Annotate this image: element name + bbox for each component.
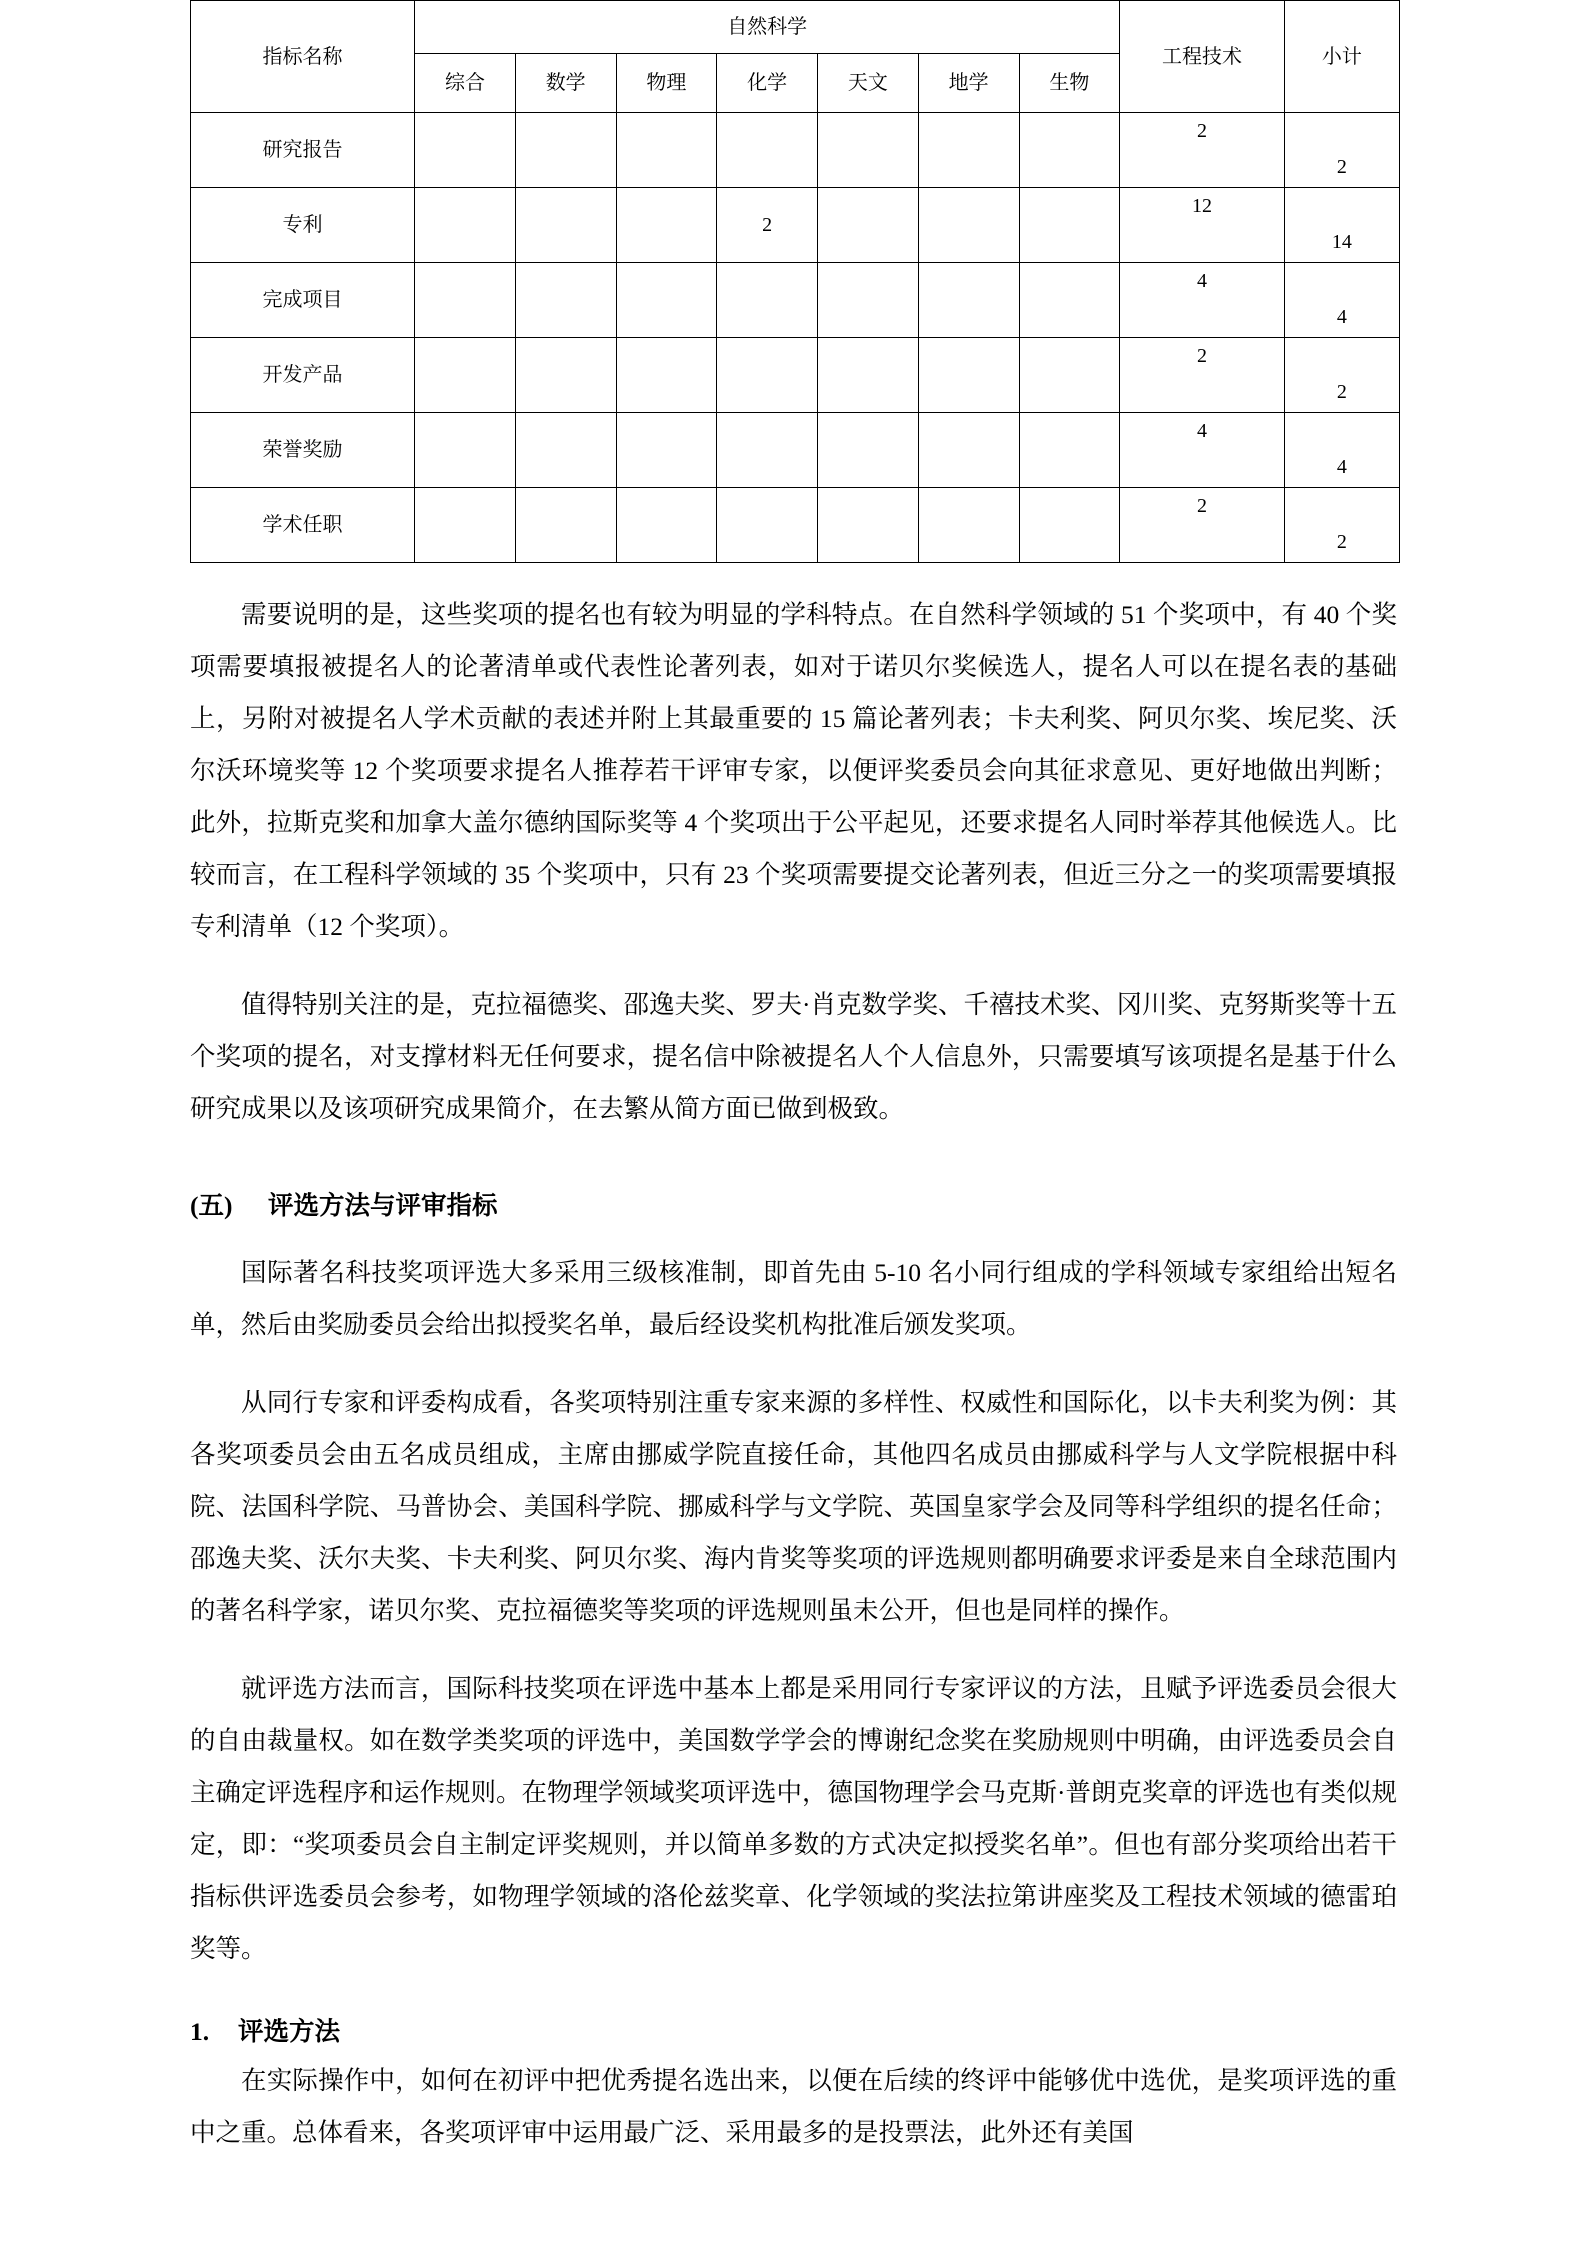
cell-subtotal: 2 <box>1284 338 1399 413</box>
cell-biology <box>1019 413 1120 488</box>
paragraph-committee-composition: 从同行专家和评委构成看，各奖项特别注重专家来源的多样性、权威性和国际化，以卡夫利奖为例：其各奖项委员会由五名成员组成，主席由挪威学院直接任命，其他四名成员由挪威科学与人文学院根据中科院、法国科学院、马普协会、美国科学院、挪威科学与文学院、英国皇家学会及同等科学组织的提名任命；邵逸夫奖、沃尔夫奖、卡夫利奖、阿贝尔奖、海内肯奖等奖项的评选规则都明确要求评委是来自全球范围内的著名科学家，诺贝尔奖、克拉福德奖等奖项的评选规则虽未公开，但也是同样的操作。 <box>190 1388 1397 1625</box>
cell-subtotal: 4 <box>1284 263 1399 338</box>
statistics-table-container <box>190 0 1397 563</box>
cell-chemistry <box>717 338 818 413</box>
cell-geoscience <box>918 413 1019 488</box>
cell-mathematics <box>515 188 616 263</box>
cell-mathematics <box>515 113 616 188</box>
paragraph-peer-review-method: 就评选方法而言，国际科技奖项在评选中基本上都是采用同行专家评议的方法，且赋予评选委员会很大的自由裁量权。如在数学类奖项的评选中，美国数学学会的博谢纪念奖在奖励规则中明确，由评选委员会自主确定评选程序和运作规则。在物理学领域奖项评选中，德国物理学会马克斯·普朗克奖章的评选也有类似规定，即：“奖项委员会自主制定评奖规则，并以简单多数的方式决定拟授奖名单”。但也有部分奖项给出若干指标供评选委员会参考，如物理学领域的洛伦兹奖章、化学领域的奖法拉第讲座奖及工程技术领域的德雷珀奖等。 <box>190 1674 1397 1963</box>
cell-physics <box>616 188 717 263</box>
cell-physics <box>616 338 717 413</box>
cell-engineering: 2 <box>1120 338 1284 413</box>
table-header-row-1 <box>191 1 1400 54</box>
section-heading-number: (五) <box>190 1191 233 1220</box>
header-sub-comprehensive: 综合 <box>415 54 516 113</box>
subsection-heading-selection-method <box>190 2009 1397 2055</box>
cell-engineering: 4 <box>1120 413 1284 488</box>
table-row <box>191 188 1400 263</box>
header-sub-astronomy: 天文 <box>818 54 919 113</box>
header-sub-biology: 生物 <box>1019 54 1120 113</box>
subsection-heading-title: 评选方法 <box>238 2017 341 2046</box>
cell-geoscience <box>918 113 1019 188</box>
paragraph-nomination-discipline-features: 需要说明的是，这些奖项的提名也有较为明显的学科特点。在自然科学领域的 51 个奖项中，有 40 个奖项需要填报被提名人的论著清单或代表性论著列表，如对于诺贝尔奖候选人，提名人可以在提名表的基础上，另附对被提名人学术贡献的表述并附上其最重要的 15 篇论著列表；卡夫利奖、阿贝尔奖、埃尼奖、沃尔沃环境奖等 12 个奖项要求提名人推荐若干评审专家，以便评奖委员会向其征求意见、更好地做出判断；此外，拉斯克奖和加拿大盖尔德纳国际奖等 4 个奖项出于公平起见，还要求提名人同时举荐其他候选人。比较而言，在工程科学领域的 35 个奖项中，只有 23 个奖项需要提交论著列表，但近三分之一的奖项需要填报专利清单（12 个奖项）。 <box>190 600 1397 941</box>
cell-engineering: 12 <box>1120 188 1284 263</box>
cell-geoscience <box>918 488 1019 563</box>
header-sub-physics: 物理 <box>616 54 717 113</box>
table-row <box>191 413 1400 488</box>
cell-engineering: 2 <box>1120 488 1284 563</box>
cell-subtotal: 14 <box>1284 188 1399 263</box>
cell-engineering: 4 <box>1120 263 1284 338</box>
header-engineering-tech: 工程技术 <box>1120 1 1284 113</box>
cell-physics <box>616 413 717 488</box>
document-body <box>190 563 1397 2185</box>
cell-comprehensive <box>415 263 516 338</box>
section-heading-title: 评选方法与评审指标 <box>268 1191 498 1220</box>
cell-mathematics <box>515 263 616 338</box>
cell-geoscience <box>918 338 1019 413</box>
row-label: 荣誉奖励 <box>191 413 415 488</box>
cell-comprehensive <box>415 188 516 263</box>
row-label: 研究报告 <box>191 113 415 188</box>
cell-subtotal: 2 <box>1284 113 1399 188</box>
cell-astronomy <box>818 188 919 263</box>
cell-astronomy <box>818 113 919 188</box>
section-heading-selection-methods <box>190 1183 1397 1229</box>
header-indicator-name: 指标名称 <box>191 1 415 113</box>
cell-biology <box>1019 188 1120 263</box>
cell-astronomy <box>818 338 919 413</box>
cell-astronomy <box>818 263 919 338</box>
paragraph-three-level-approval: 国际著名科技奖项评选大多采用三级核准制，即首先由 5-10 名小同行组成的学科领域专家组给出短名单，然后由奖励委员会给出拟授奖名单，最后经设奖机构批准后颁发奖项。 <box>190 1258 1397 1339</box>
subsection-heading-number: 1. <box>190 2017 210 2046</box>
row-label: 学术任职 <box>191 488 415 563</box>
cell-physics <box>616 113 717 188</box>
cell-comprehensive <box>415 338 516 413</box>
row-label: 专利 <box>191 188 415 263</box>
cell-chemistry <box>717 488 818 563</box>
header-sub-chemistry: 化学 <box>717 54 818 113</box>
cell-chemistry <box>717 413 818 488</box>
cell-physics <box>616 263 717 338</box>
cell-mathematics <box>515 413 616 488</box>
cell-mathematics <box>515 488 616 563</box>
cell-comprehensive <box>415 413 516 488</box>
indicator-statistics-table <box>190 0 1400 563</box>
paragraph-voting-method: 在实际操作中，如何在初评中把优秀提名选出来，以便在后续的终评中能够优中选优，是奖项评选的重中之重。总体看来，各奖项评审中运用最广泛、采用最多的是投票法，此外还有美国 <box>190 2066 1397 2147</box>
cell-subtotal: 2 <box>1284 488 1399 563</box>
cell-astronomy <box>818 413 919 488</box>
header-sub-geoscience: 地学 <box>918 54 1019 113</box>
table-row <box>191 338 1400 413</box>
header-subtotal: 小计 <box>1284 1 1399 113</box>
table-row <box>191 113 1400 188</box>
header-natural-science: 自然科学 <box>415 1 1120 54</box>
row-label: 完成项目 <box>191 263 415 338</box>
cell-biology <box>1019 488 1120 563</box>
cell-biology <box>1019 113 1120 188</box>
cell-comprehensive <box>415 113 516 188</box>
cell-subtotal: 4 <box>1284 413 1399 488</box>
table-row <box>191 263 1400 338</box>
cell-mathematics <box>515 338 616 413</box>
paragraph-simplified-nomination-awards: 值得特别关注的是，克拉福德奖、邵逸夫奖、罗夫·肖克数学奖、千禧技术奖、冈川奖、克努斯奖等十五个奖项的提名，对支撑材料无任何要求，提名信中除被提名人个人信息外，只需要填写该项提名是基于什么研究成果以及该项研究成果简介，在去繁从简方面已做到极致。 <box>190 990 1397 1123</box>
cell-chemistry <box>717 263 818 338</box>
cell-physics <box>616 488 717 563</box>
cell-geoscience <box>918 263 1019 338</box>
cell-biology <box>1019 338 1120 413</box>
cell-chemistry: 2 <box>717 188 818 263</box>
table-row <box>191 488 1400 563</box>
cell-astronomy <box>818 488 919 563</box>
cell-engineering: 2 <box>1120 113 1284 188</box>
header-sub-mathematics: 数学 <box>515 54 616 113</box>
cell-geoscience <box>918 188 1019 263</box>
cell-chemistry <box>717 113 818 188</box>
cell-comprehensive <box>415 488 516 563</box>
cell-biology <box>1019 263 1120 338</box>
row-label: 开发产品 <box>191 338 415 413</box>
